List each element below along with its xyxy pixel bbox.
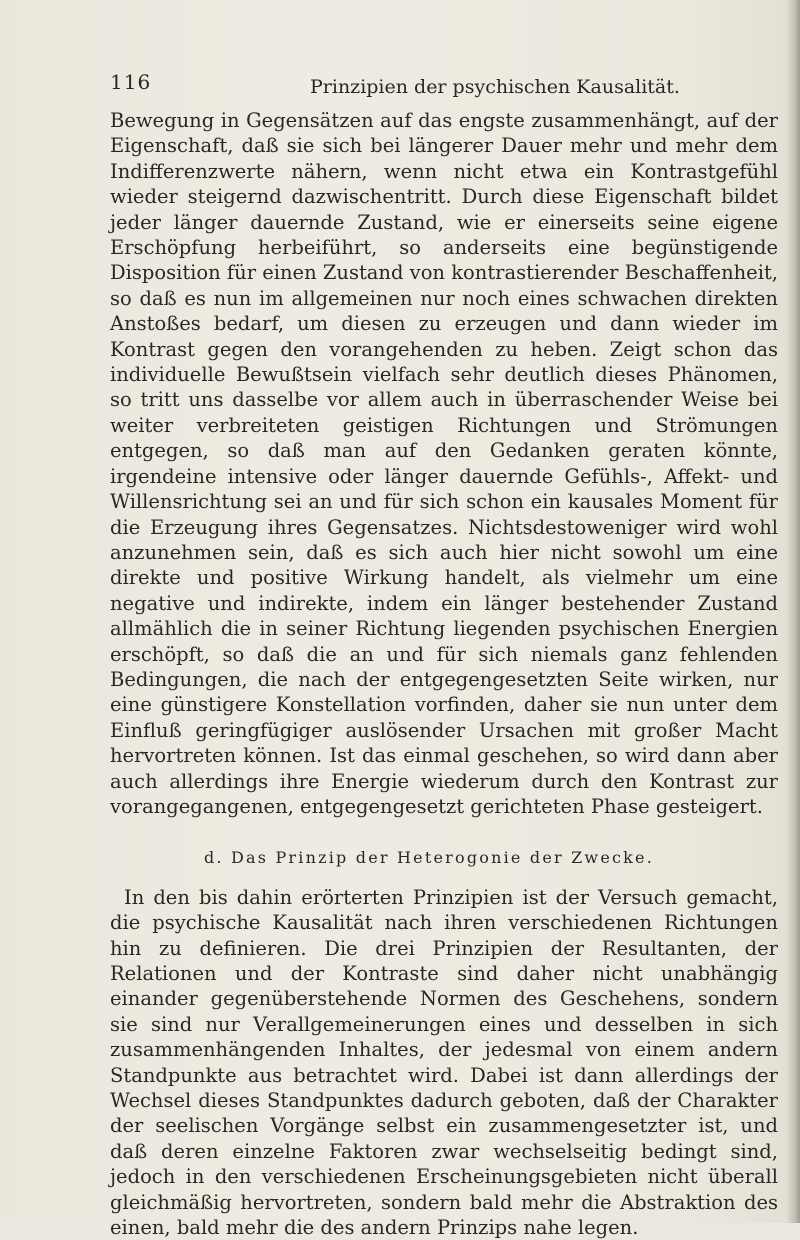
page-header xyxy=(110,70,760,104)
body-text xyxy=(110,108,778,1240)
paragraph: In den bis dahin erörterten Prinzipien ist der Versuch gemacht, die psychische Kausalität nach ihren verschiedenen Richtungen hin zu definieren. Die drei Prinzipien der Resultanten, der Relationen und der Kontraste sind daher nicht unabhängig einander gegenüberstehende Normen des Geschehens, sondern sie sind nur Verallgemeinerungen eines und desselben in sich zusammenhängenden Inhaltes, der jedesmal von einem andern Standpunkte aus betrachtet wird. Dabei ist dann allerdings der Wechsel dieses Standpunktes dadurch geboten, daß der Charakter der seelischen Vorgänge selbst ein zusammengesetzter ist, und daß deren einzelne Faktoren zwar wechselseitig bedingt sind, jedoch in den verschiedenen Erscheinungsgebieten nicht überall gleichmäßig hervortreten, sondern bald mehr die Abstraktion des einen, bald mehr die des andern Prinzips nahe legen. xyxy=(110,885,778,1240)
paragraph: Bewegung in Gegensätzen auf das engste zusammenhängt, auf der Eigenschaft, daß sie sich bei längerer Dauer mehr und mehr dem Indifferenzwerte nähern, wenn nicht etwa ein Kontrastgefühl wieder steigernd dazwischentritt. Durch diese Eigenschaft bildet jeder länger dauernde Zustand, wie er einerseits seine eigene Erschöpfung herbeiführt, so anderseits eine begünstigende Disposition für einen Zustand von kontrastierender Beschaffenheit, so daß es nun im allgemeinen nur noch eines schwachen direkten Anstoßes bedarf, um diesen zu erzeugen und dann wieder im Kontrast gegen den vorangehenden zu heben. Zeigt schon das individuelle Bewußtsein vielfach sehr deutlich dieses Phänomen, so tritt uns dasselbe vor allem auch in überraschender Weise bei weiter verbreiteten geistigen Richtungen und Strömungen entgegen, so daß man auf den Gedanken geraten könnte, irgendeine intensive oder länger dauernde Gefühls-, Affekt- und Willensrichtung sei an und für sich schon ein kausales Moment für die Erzeugung ihres Gegensatzes. Nichtsdestoweniger wird wohl anzunehmen sein, daß es sich auch hier nicht sowohl um eine direkte und positive Wirkung handelt, als vielmehr um eine negative und indirekte, indem ein länger bestehender Zustand allmählich die in seiner Richtung liegenden psychischen Energien erschöpft, so daß die an und für sich niemals ganz fehlenden Bedingungen, die nach der entgegengesetzten Seite wirken, nur eine günstigere Konstellation vorfinden, daher sie nun unter dem Einfluß geringfügiger auslösender Ursachen mit großer Macht hervortreten können. Ist das einmal geschehen, so wird dann aber auch allerdings ihre Energie wiederum durch den Kontrast zur vorangegangenen, entgegengesetzt gerichteten Phase gesteigert. xyxy=(110,109,778,818)
page-edge-shadow xyxy=(786,0,800,1223)
running-title: Prinzipien der psychischen Kausalität. xyxy=(310,76,680,98)
section-heading: d. Das Prinzip der Heterogonie der Zwecke. xyxy=(203,848,655,868)
page-number: 116 xyxy=(110,70,152,94)
